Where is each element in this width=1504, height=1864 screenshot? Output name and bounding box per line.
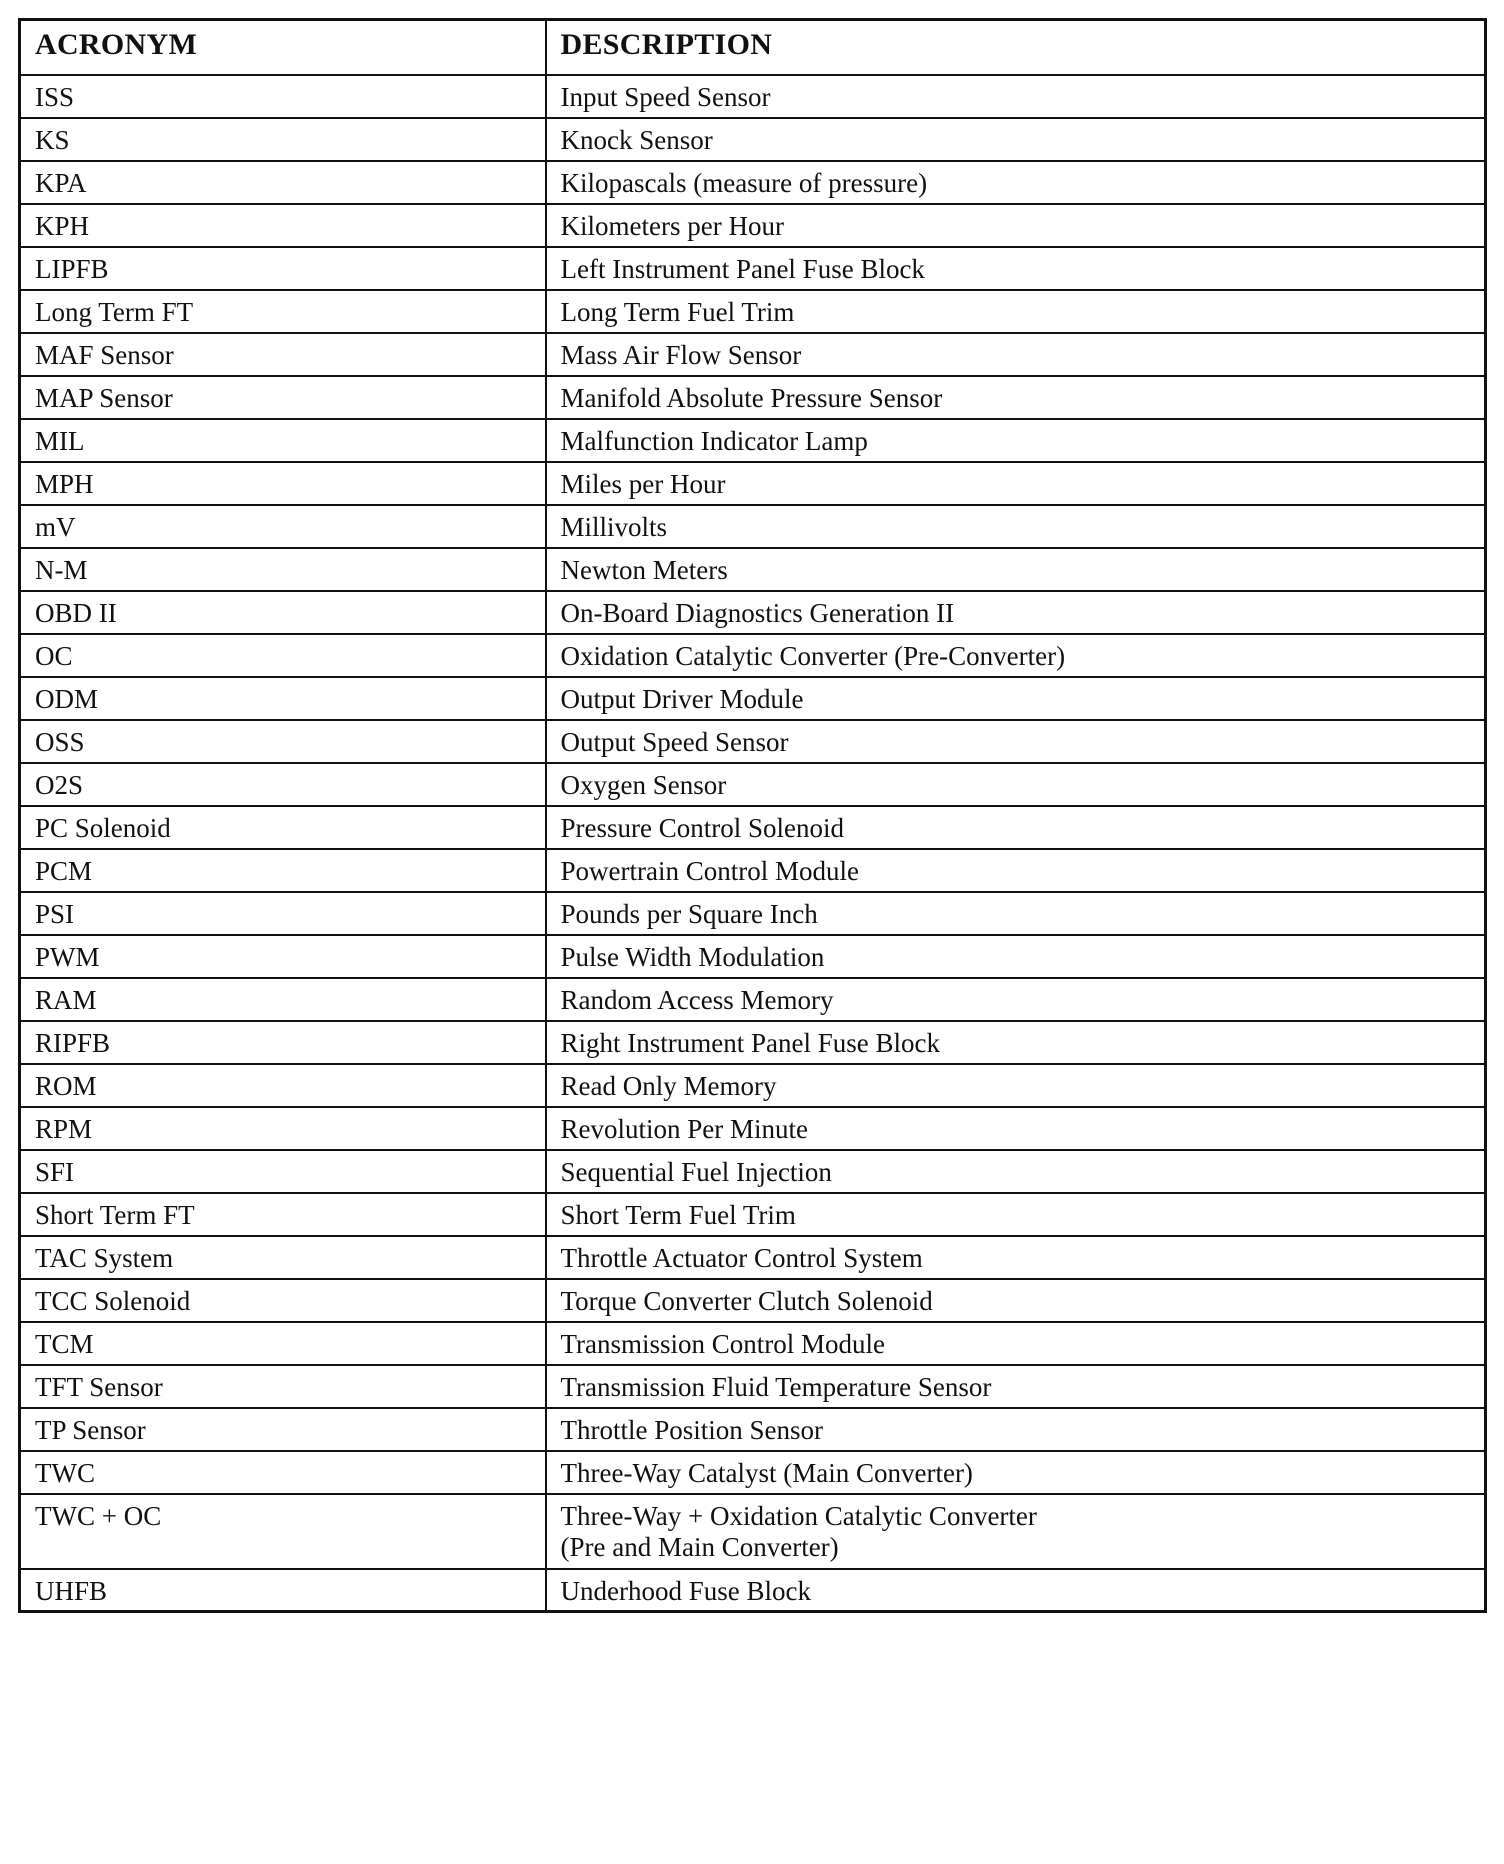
description-cell	[546, 634, 1486, 677]
table-row	[20, 1322, 1486, 1365]
description-line: Output Speed Sensor	[560, 726, 789, 757]
acronym-cell: OSS	[20, 720, 546, 763]
acronym-cell: MAP Sensor	[20, 376, 546, 419]
acronym-cell: MPH	[20, 462, 546, 505]
description-cell	[546, 978, 1486, 1021]
acronym-cell: PSI	[20, 892, 546, 935]
acronym-cell: Long Term FT	[20, 290, 546, 333]
description-line: Output Driver Module	[560, 683, 804, 714]
table-row	[20, 1107, 1486, 1150]
table-row	[20, 75, 1486, 118]
description-cell	[546, 462, 1486, 505]
description-line: Read Only Memory	[560, 1070, 777, 1101]
description-line: Oxidation Catalytic Converter (Pre-Converter)	[560, 640, 1066, 671]
description-cell	[546, 333, 1486, 376]
acronym-column-header: ACRONYM	[20, 20, 546, 75]
acronym-cell: TCC Solenoid	[20, 1279, 546, 1322]
table-row	[20, 591, 1486, 634]
description-cell	[546, 204, 1486, 247]
acronym-cell: ODM	[20, 677, 546, 720]
acronym-cell: KPA	[20, 161, 546, 204]
table-row	[20, 677, 1486, 720]
table-row	[20, 419, 1486, 462]
description-line: Throttle Actuator Control System	[560, 1242, 923, 1273]
table-row	[20, 118, 1486, 161]
description-line: Three-Way + Oxidation Catalytic Converter	[560, 1500, 1037, 1531]
description-cell	[546, 419, 1486, 462]
acronym-cell: ROM	[20, 1064, 546, 1107]
acronym-cell: RAM	[20, 978, 546, 1021]
description-line: Revolution Per Minute	[560, 1113, 808, 1144]
table-row	[20, 1451, 1486, 1494]
table-row	[20, 978, 1486, 1021]
table-row	[20, 161, 1486, 204]
description-line: Oxygen Sensor	[560, 769, 727, 800]
acronym-cell: OC	[20, 634, 546, 677]
acronym-cell: TAC System	[20, 1236, 546, 1279]
table-row	[20, 1408, 1486, 1451]
table-row	[20, 720, 1486, 763]
description-cell	[546, 1322, 1486, 1365]
description-line: Left Instrument Panel Fuse Block	[560, 253, 925, 284]
description-cell	[546, 118, 1486, 161]
description-line: Manifold Absolute Pressure Sensor	[560, 382, 943, 413]
table-row	[20, 505, 1486, 548]
table-row	[20, 763, 1486, 806]
acronym-cell: PCM	[20, 849, 546, 892]
description-line: On-Board Diagnostics Generation II	[560, 597, 955, 628]
description-line: Knock Sensor	[560, 124, 713, 155]
description-line: Miles per Hour	[560, 468, 726, 499]
description-cell	[546, 720, 1486, 763]
description-line: Random Access Memory	[560, 984, 834, 1015]
description-line: Mass Air Flow Sensor	[560, 339, 802, 370]
table-row	[20, 634, 1486, 677]
description-line: Kilopascals (measure of pressure)	[560, 167, 928, 198]
table-row	[20, 806, 1486, 849]
acronym-cell: TCM	[20, 1322, 546, 1365]
description-cell	[546, 763, 1486, 806]
acronym-cell: N-M	[20, 548, 546, 591]
acronym-cell: TWC	[20, 1451, 546, 1494]
acronym-cell: TFT Sensor	[20, 1365, 546, 1408]
description-cell	[546, 806, 1486, 849]
description-cell	[546, 548, 1486, 591]
description-line: Three-Way Catalyst (Main Converter)	[560, 1457, 973, 1488]
table-row	[20, 1150, 1486, 1193]
description-cell	[546, 849, 1486, 892]
description-line: Torque Converter Clutch Solenoid	[560, 1285, 933, 1316]
table-row	[20, 935, 1486, 978]
table-row	[20, 1569, 1486, 1612]
description-line: (Pre and Main Converter)	[560, 1531, 839, 1562]
acronym-cell: MIL	[20, 419, 546, 462]
acronym-cell: KS	[20, 118, 546, 161]
table-header	[20, 20, 1486, 75]
description-cell	[546, 505, 1486, 548]
description-cell	[546, 1236, 1486, 1279]
description-cell	[546, 1451, 1486, 1494]
table-row	[20, 1494, 1486, 1569]
description-cell	[546, 1279, 1486, 1322]
description-cell	[546, 161, 1486, 204]
description-line: Transmission Fluid Temperature Sensor	[560, 1371, 992, 1402]
table-row	[20, 892, 1486, 935]
table-row	[20, 290, 1486, 333]
acronym-cell: PWM	[20, 935, 546, 978]
acronym-cell: RIPFB	[20, 1021, 546, 1064]
table-body	[20, 75, 1486, 1612]
table-row	[20, 1193, 1486, 1236]
description-cell	[546, 290, 1486, 333]
acronym-cell: TP Sensor	[20, 1408, 546, 1451]
description-column-header: DESCRIPTION	[546, 20, 1486, 75]
description-line: Pulse Width Modulation	[560, 941, 825, 972]
table-row	[20, 462, 1486, 505]
acronym-cell: ISS	[20, 75, 546, 118]
acronym-cell: Short Term FT	[20, 1193, 546, 1236]
table-row	[20, 204, 1486, 247]
description-cell	[546, 1193, 1486, 1236]
description-cell	[546, 376, 1486, 419]
description-cell	[546, 1365, 1486, 1408]
acronym-cell: SFI	[20, 1150, 546, 1193]
description-line: Underhood Fuse Block	[560, 1575, 811, 1606]
description-line: Short Term Fuel Trim	[560, 1199, 796, 1230]
acronym-cell: RPM	[20, 1107, 546, 1150]
acronym-cell: PC Solenoid	[20, 806, 546, 849]
description-line: Pounds per Square Inch	[560, 898, 818, 929]
description-line: Powertrain Control Module	[560, 855, 859, 886]
description-cell	[546, 591, 1486, 634]
description-line: Long Term Fuel Trim	[560, 296, 795, 327]
description-cell	[546, 1408, 1486, 1451]
table-row	[20, 1021, 1486, 1064]
description-line: Right Instrument Panel Fuse Block	[560, 1027, 940, 1058]
description-cell	[546, 1107, 1486, 1150]
acronym-cell: UHFB	[20, 1569, 546, 1612]
table-row	[20, 1279, 1486, 1322]
description-cell	[546, 1064, 1486, 1107]
table-row	[20, 333, 1486, 376]
acronym-cell: TWC + OC	[20, 1494, 546, 1569]
table-row	[20, 376, 1486, 419]
acronym-cell: O2S	[20, 763, 546, 806]
description-cell	[546, 1150, 1486, 1193]
description-cell	[546, 1021, 1486, 1064]
table-row	[20, 849, 1486, 892]
description-cell	[546, 935, 1486, 978]
description-cell	[546, 75, 1486, 118]
acronym-cell: LIPFB	[20, 247, 546, 290]
table-row	[20, 1365, 1486, 1408]
description-line: Throttle Position Sensor	[560, 1414, 823, 1445]
header-row	[20, 20, 1486, 75]
acronym-cell: MAF Sensor	[20, 333, 546, 376]
description-line: Input Speed Sensor	[560, 81, 771, 112]
description-line: Newton Meters	[560, 554, 728, 585]
description-cell	[546, 677, 1486, 720]
table-row	[20, 247, 1486, 290]
table-row	[20, 1064, 1486, 1107]
acronym-cell: mV	[20, 505, 546, 548]
description-line: Pressure Control Solenoid	[560, 812, 844, 843]
description-line: Malfunction Indicator Lamp	[560, 425, 868, 456]
acronym-cell: OBD II	[20, 591, 546, 634]
description-line: Millivolts	[560, 511, 668, 542]
description-cell	[546, 1494, 1486, 1569]
table-row	[20, 548, 1486, 591]
description-line: Sequential Fuel Injection	[560, 1156, 832, 1187]
acronym-table	[18, 18, 1487, 1613]
document-page	[18, 18, 1484, 1613]
table-row	[20, 1236, 1486, 1279]
description-line: Transmission Control Module	[560, 1328, 886, 1359]
description-line: Kilometers per Hour	[560, 210, 784, 241]
description-cell	[546, 1569, 1486, 1612]
description-cell	[546, 247, 1486, 290]
acronym-cell: KPH	[20, 204, 546, 247]
description-cell	[546, 892, 1486, 935]
